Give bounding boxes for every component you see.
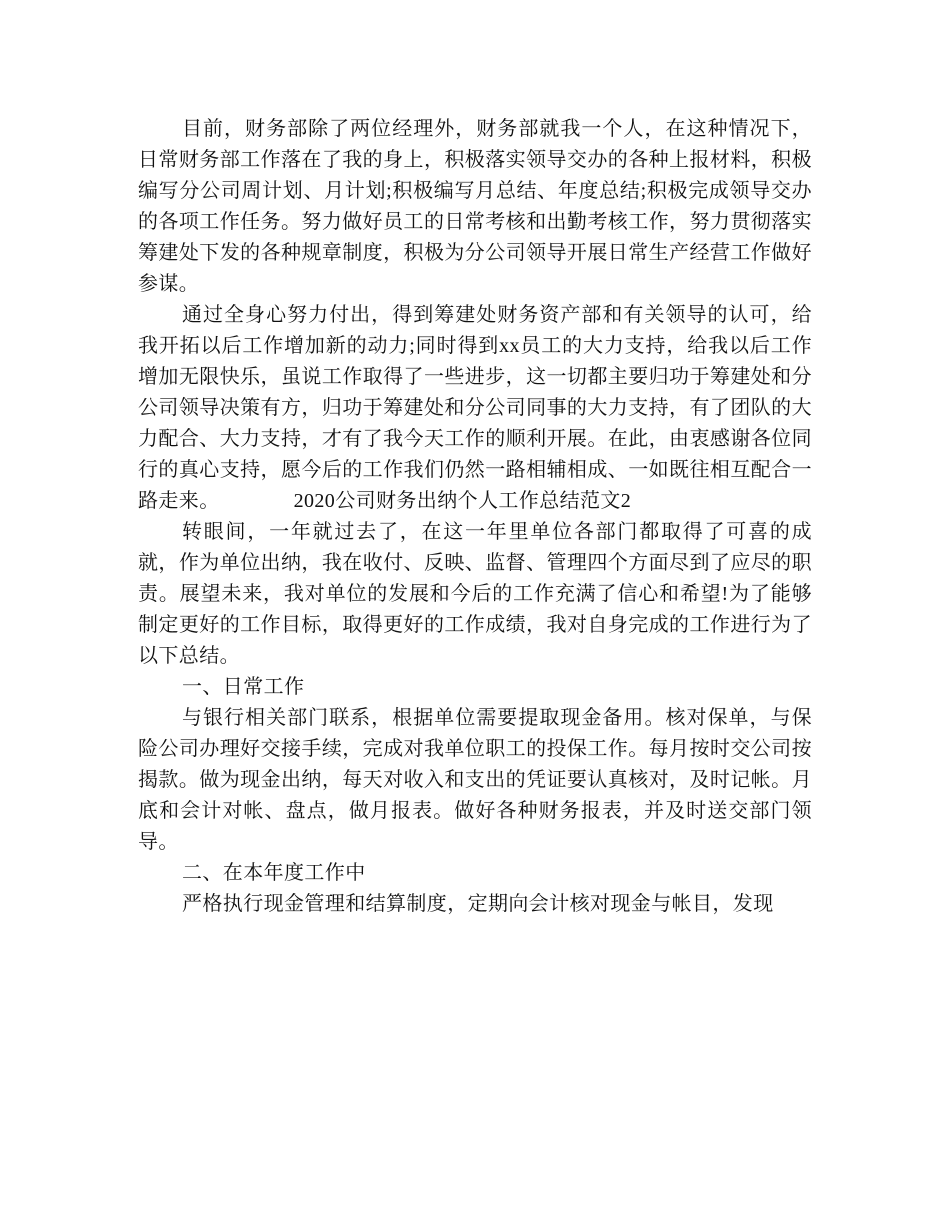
section-title-inline: 2020公司财务出纳个人工作总结范文2 [293,490,632,512]
paragraph-4: 与银行相关部门联系，根据单位需要提取现金备用。核对保单，与保险公司办理好交接手续，完成对我单位职工的投保工作。每月按时交公司按揭款。做为现金出纳，每天对收入和支出的凭证要认真核对，及时记帐。月底和会计对帐、盘点，做月报表。做好各种财务报表，并及时送交部门领导。 [138,707,812,853]
paragraph-2-body: 通过全身心努力付出，得到筹建处财务资产部和有关领导的认可，给我开拓以后工作增加新的动力;同时得到xx员工的大力支持，给我以后工作增加无限快乐，虽说工作取得了一些进步，这一切都主要归功于筹建处和分公司领导决策有方，归功于筹建处和分公司同事的大力支持，有了团队的大力配合、大力支持，才有了我今天工作的顺利开展。在此，由衷感谢各位同行的真心支持，愿今后的工作我们仍然一路相辅相成、一如既往相互配合一路走来。 [138,304,812,512]
heading-daily-work: 一、日常工作 [182,676,305,698]
paragraph-1: 目前，财务部除了两位经理外，财务部就我一个人，在这种情况下，日常财务部工作落在了我的身上，积极落实领导交办的各种上报材料，积极编写分公司周计划、月计划;积极编写月总结、年度总结;积极完成领导交办的各项工作任务。努力做好员工的日常考核和出勤考核工作，努力贯彻落实筹建处下发的各种规章制度，积极为分公司领导开展日常生产经营工作做好参谋。 [138,118,812,295]
paragraph-3: 转眼间，一年就过去了，在这一年里单位各部门都取得了可喜的成就，作为单位出纳，我在收付、反映、监督、管理四个方面尽到了应尽的职责。展望未来，我对单位的发展和今后的工作充满了信心和希望!为了能够制定更好的工作目标，取得更好的工作成绩，我对自身完成的工作进行为了以下总结。 [138,521,812,667]
heading-annual-work: 二、在本年度工作中 [182,862,366,884]
paragraph-2 [138,300,812,517]
paragraph-5: 严格执行现金管理和结算制度，定期向会计核对现金与帐目，发现 [182,893,774,915]
document-page [138,114,812,920]
